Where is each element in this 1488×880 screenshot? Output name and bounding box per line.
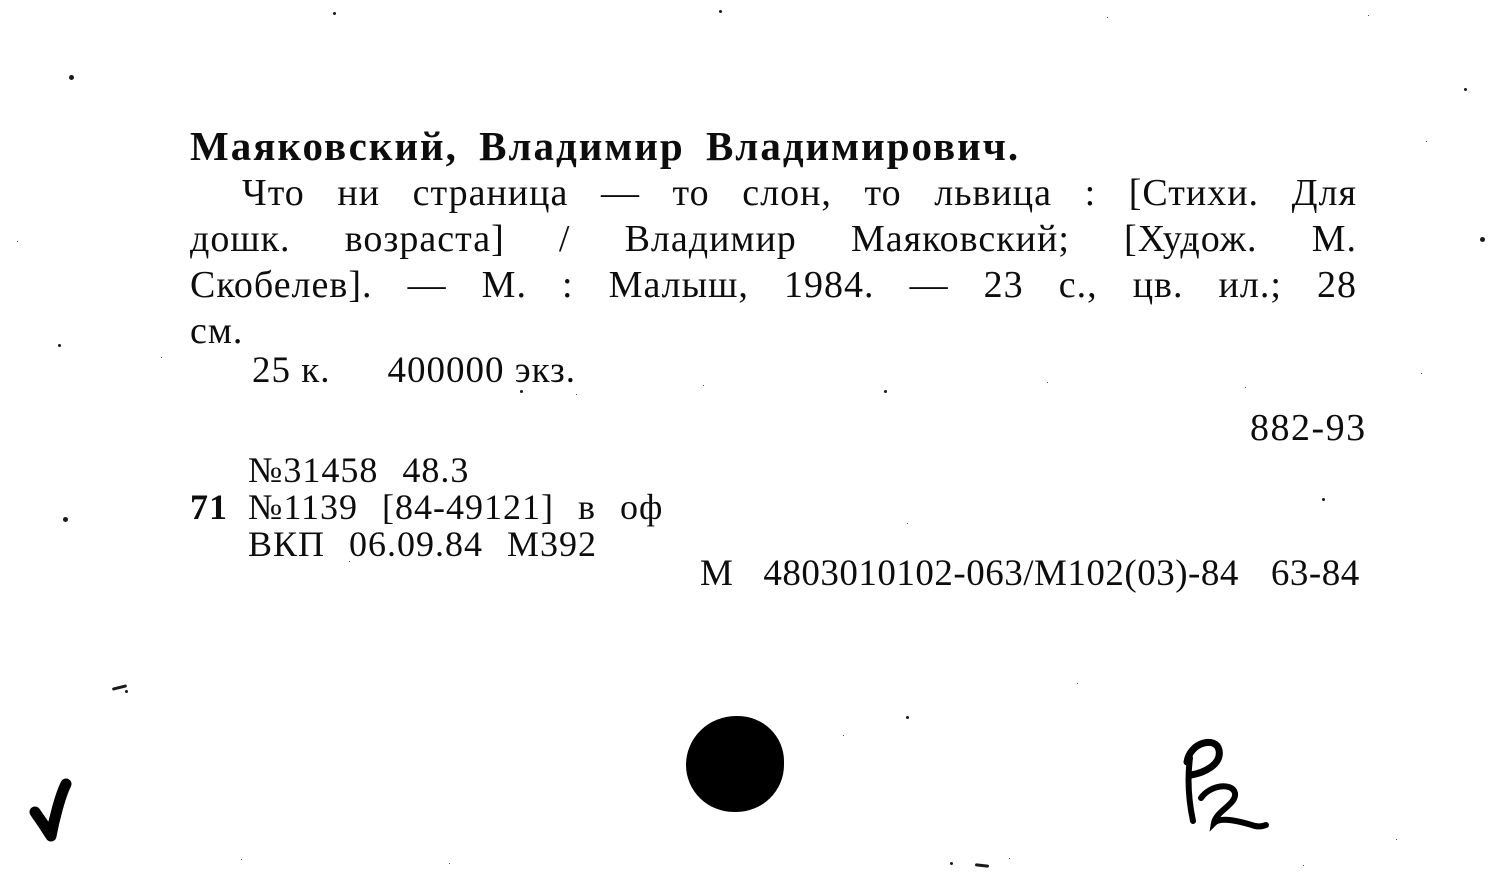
bibliographic-description	[190, 170, 1357, 354]
accession-line-2	[190, 489, 663, 526]
catalog-number: 4803010102-063/М102(03)-84	[763, 553, 1239, 594]
index-number: 882-93	[1250, 407, 1367, 449]
print-run-value: 400000 экз.	[387, 350, 576, 391]
author-heading: Маяковский, Владимир Владимирович.	[190, 123, 1021, 169]
description-line: см.	[190, 310, 244, 352]
handwritten-mark-p2-icon	[1150, 738, 1310, 848]
accession-line-3: ВКП 06.09.84 М392	[248, 524, 598, 564]
accession-line-1: №31458 48.3	[248, 450, 470, 490]
description-line: дошк. возраста] / Владимир Маяковский; [Худож. М.	[190, 218, 1357, 260]
accession-block	[190, 452, 663, 563]
description-line: Что ни страница — то слон, то львица : [Стихи. Для	[242, 172, 1357, 214]
scan-noise-dash	[975, 863, 989, 867]
accession-number: №1139 [84-49121] в оф	[248, 487, 664, 527]
scan-noise-dash	[112, 684, 127, 691]
price-value: 25 к.	[252, 350, 331, 391]
catalog-suffix: 63-84	[1270, 553, 1360, 594]
punch-hole	[686, 716, 784, 812]
shelf-prefix: 71	[190, 487, 228, 527]
price-line	[252, 349, 576, 392]
catalog-number-line	[700, 552, 1360, 595]
handwritten-checkmark-icon	[28, 776, 76, 846]
catalog-prefix: М	[700, 553, 734, 594]
description-line: Скобелев]. — М. : Малыш, 1984. — 23 с., цв. ил.; 28	[190, 264, 1357, 306]
scan-noise	[0, 0, 3, 3]
